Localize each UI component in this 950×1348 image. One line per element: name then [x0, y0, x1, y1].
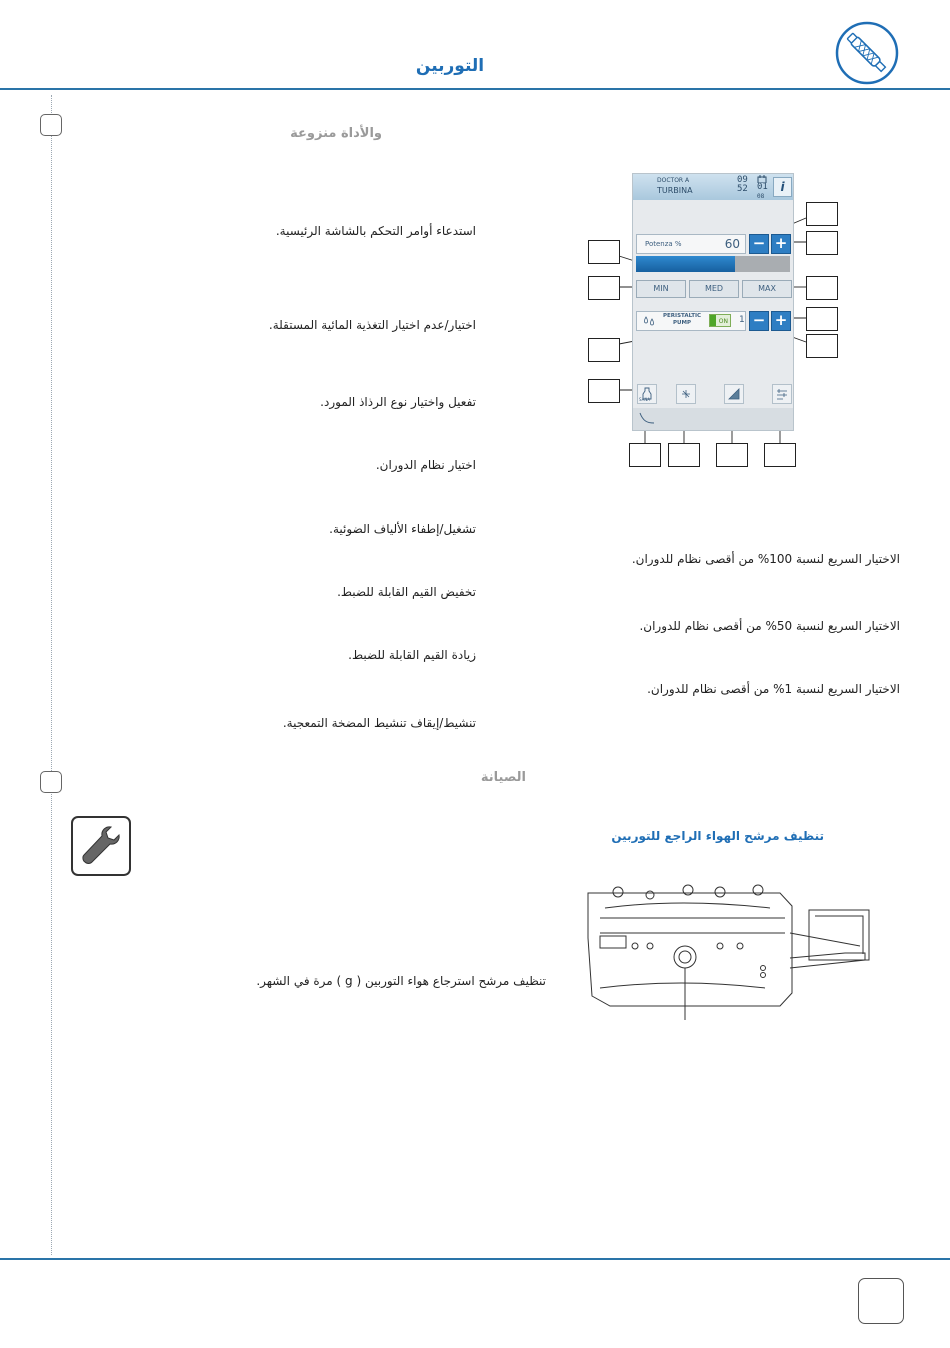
page-title: التوربين: [415, 56, 485, 76]
screen-header: [633, 174, 793, 200]
page-number-box: [858, 1278, 904, 1324]
section-marker-1: [40, 114, 62, 136]
section-marker-2: [40, 771, 62, 793]
date: 01 08: [757, 182, 768, 200]
spray-icon: [677, 385, 695, 403]
callout-box: [588, 338, 620, 362]
handpiece-icon: [637, 409, 657, 427]
section-heading-tool-removed: والأداة منزوعة: [290, 126, 382, 141]
item-quick-1: الاختيار السريع لنسبة 1% من أقصى نظام للدوران.: [647, 682, 900, 696]
power-value: 60: [724, 237, 740, 251]
callout-box: [806, 334, 838, 358]
item-main-controls: استدعاء أوامر التحكم بالشاشة الرئيسية.: [275, 224, 476, 238]
item-increase-values: زيادة القيم القابلة للضبط.: [348, 648, 476, 662]
sana-label: SANA: [639, 397, 651, 402]
power-bar-fill: [636, 256, 735, 272]
item-peristaltic-pump: تنشيط/إيقاف تنشيط المضخة التمعجية.: [282, 716, 476, 730]
power-decrease-button[interactable]: −: [749, 234, 769, 254]
dental-unit-drawing: [580, 878, 880, 1023]
callout-box: [716, 443, 748, 467]
filter-cleaning-instruction: تنظيف مرشح استرجاع هواء التوربين ( g ) مرة في الشهر.: [256, 974, 546, 988]
power-bar-track: [735, 256, 790, 272]
pump-label: PERISTALTIC PUMP: [663, 313, 702, 326]
callout-box: [806, 202, 838, 226]
item-decrease-values: تخفيض القيم القابلة للضبط.: [337, 585, 476, 599]
callout-box: [588, 379, 620, 403]
callout-box: [806, 231, 838, 255]
callout-box: [668, 443, 700, 467]
med-button[interactable]: MED: [689, 280, 739, 298]
margin-dotted-line: [51, 95, 52, 1255]
callout-box: [588, 276, 620, 300]
fiber-optic-button[interactable]: [724, 384, 744, 404]
info-button[interactable]: i: [773, 177, 792, 197]
callout-box: [629, 443, 661, 467]
callout-box: [806, 276, 838, 300]
item-spray-type: تفعيل واختيار نوع الرذاذ المورد.: [320, 395, 476, 409]
item-quick-50: الاختيار السريع لنسبة 50% من أقصى نظام للدوران.: [639, 619, 900, 633]
rotation-mode-button[interactable]: [772, 384, 792, 404]
turbine-control-screen: [632, 173, 794, 431]
drops-icon: [643, 316, 657, 326]
callout-box: [588, 240, 620, 264]
item-water-supply: اختيار/عدم اختيار التغذية المائية المستقلة.: [268, 318, 476, 332]
power-label: Potenza %: [645, 240, 682, 248]
peristaltic-pump-field: [636, 311, 746, 331]
callout-box: [806, 307, 838, 331]
power-increase-button[interactable]: +: [771, 234, 791, 254]
min-button[interactable]: MIN: [636, 280, 686, 298]
header-rule: [0, 88, 950, 90]
instrument-label: TURBINA: [657, 186, 693, 195]
pump-value: 1: [739, 315, 745, 325]
water-supply-button[interactable]: [637, 384, 657, 404]
pump-decrease-button[interactable]: −: [749, 311, 769, 331]
item-rotation-mode: اختيار نظام الدوران.: [375, 458, 476, 472]
doctor-label: DOCTOR A: [657, 177, 690, 184]
pump-on-toggle[interactable]: ON: [709, 314, 731, 327]
section-heading-maintenance: الصيانة: [480, 770, 526, 785]
max-button[interactable]: MAX: [742, 280, 792, 298]
rotation-icon: [773, 385, 791, 403]
item-fiber-optics: تشغيل/إطفاء الألياف الضوئية.: [329, 522, 476, 536]
footer-rule: [0, 1258, 950, 1260]
item-quick-100: الاختيار السريع لنسبة 100% من أقصى نظام للدوران.: [631, 552, 900, 566]
power-field: [636, 234, 746, 254]
clock: 09 52: [737, 175, 748, 194]
callout-box: [764, 443, 796, 467]
spray-button[interactable]: [676, 384, 696, 404]
pump-increase-button[interactable]: +: [771, 311, 791, 331]
light-icon: [725, 385, 743, 403]
screen-footer: [633, 408, 793, 430]
turbine-handpiece-icon: [834, 20, 900, 86]
wrench-icon: [71, 816, 131, 876]
filter-cleaning-heading: تنظيف مرشح الهواء الراجع للتوربين: [611, 829, 824, 843]
